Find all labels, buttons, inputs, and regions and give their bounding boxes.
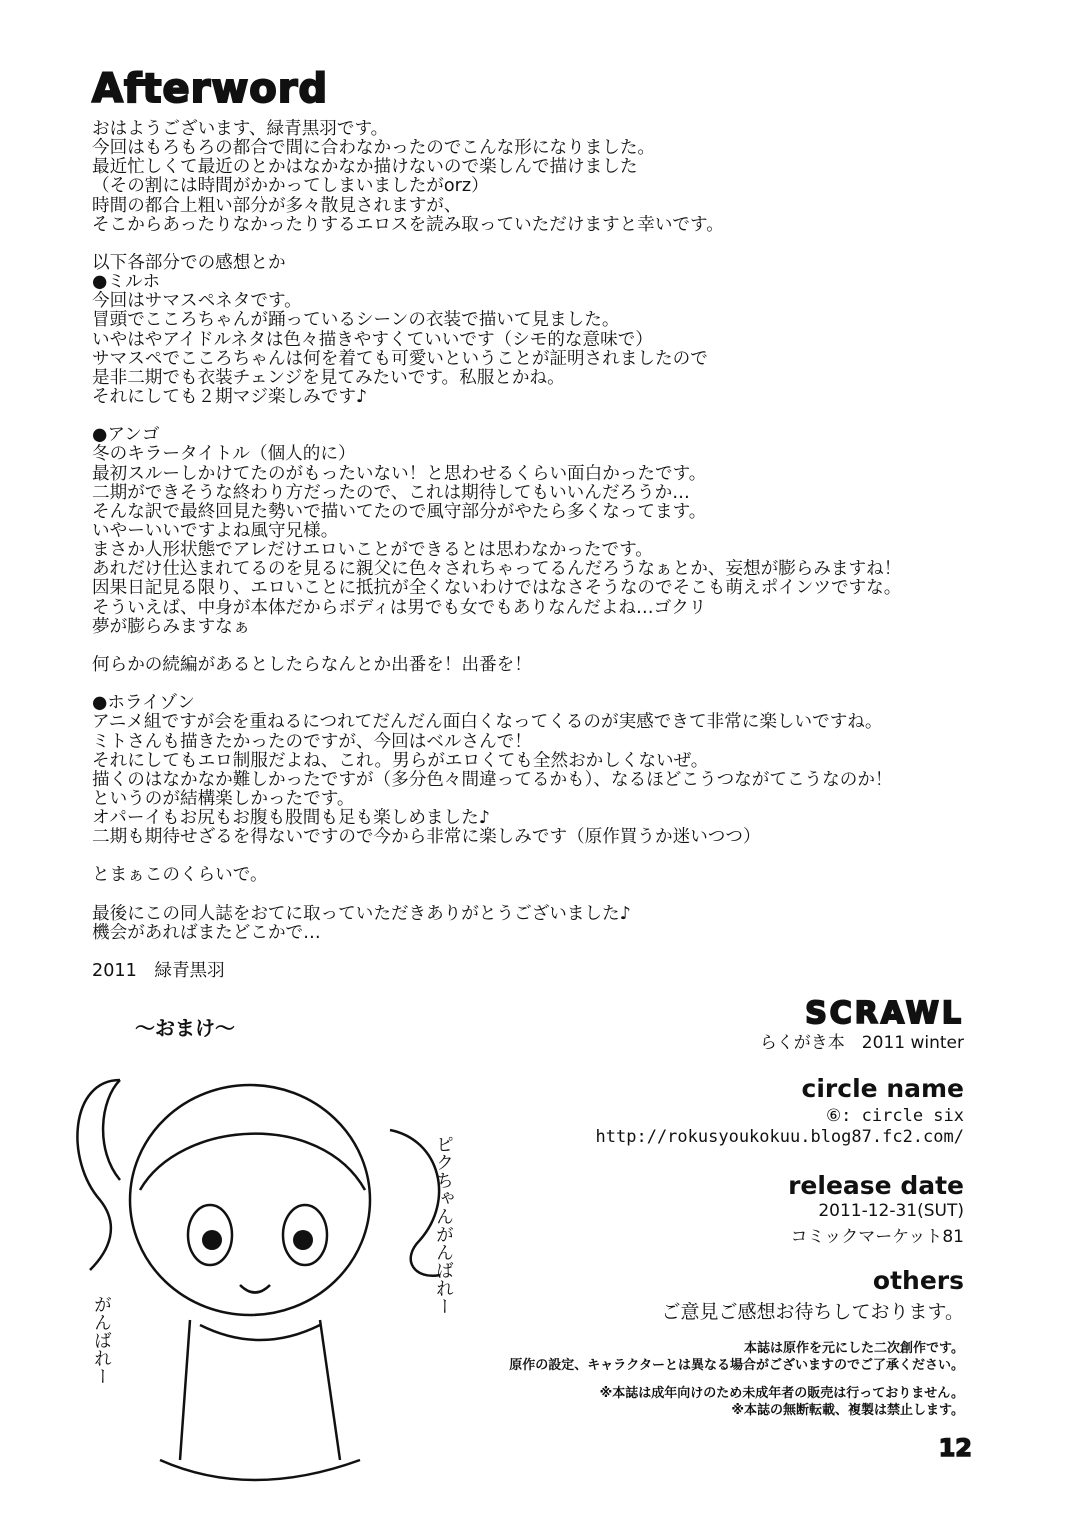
notice-line: 本誌は原作を元にした二次創作です。 [744,1341,964,1356]
body-line: アニメ組ですが会を重ねるにつれてだんだん面白くなってくるのが実感できて非常に楽しいですね。 [92,712,883,733]
body-line: 今回はサマスペネタです。 [92,291,302,312]
body-line: 冒頭でこころちゃんが踊っているシーンの衣装で描いて見ました。 [92,310,620,331]
circle-url: http://rokusyoukokuu.blog87.fc2.com/ [595,1127,964,1147]
body-line: 最近忙しくて最近のとかはなかなか描けないので楽しんで描けました [92,157,638,178]
event-name: コミックマーケット81 [790,1227,964,1247]
shout-text: がんばれー [91,1295,112,1385]
circle-heading: circle name [801,1074,964,1103]
body-line: 二期も期待せざるを得ないですので今から非常に楽しみです（原作買うか迷いつつ） [92,827,761,848]
body-line: 描くのはなかなか難しかったですが（多分色々間違ってるかも）、なるほどこうつながてこうなのか！ [92,769,893,790]
notice-line: 原作の設定、キャラクターとは異なる場合がございますのでご了承ください。 [509,1358,964,1373]
release-date: 2011-12-31(SUT) [818,1201,964,1221]
body-line: いやはやアイドルネタは色々描きやすくていいです（シモ的な意味で） [92,329,653,350]
notice-line: ※本誌は成年向けのため未成年者の販売は行っておりません。 [599,1386,964,1401]
body-line: いやーいいですよね風守兄様。 [92,520,339,541]
body-line: 冬のキラータイトル（個人的に） [92,444,356,465]
body-line: 最後にこの同人誌をおてに取っていただきありがとうございました♪ [92,903,631,924]
body-line: というのが結構楽しかったです。 [92,788,355,809]
body-line: 夢が膨らみますなぁ [92,616,251,637]
body-line: ●アンゴ [92,425,160,446]
body-line [92,235,901,254]
body-line: 時間の都合上粗い部分が多々散見されますが、 [92,195,462,216]
body-line: 今回はもろもろの都合で間に合わなかったのでこんな形になりました。 [92,138,656,159]
page-number: 12 [938,1434,972,1462]
others-text: ご意見ご感想お待ちしております。 [661,1301,964,1323]
body-line [92,675,901,694]
release-heading: release date [788,1171,964,1200]
omake-caption: 〜おまけ〜 [135,1016,235,1040]
body-line: 以下各部分での感想とか [92,252,286,273]
body-line: あれだけ仕込まれてるのを見るに親父に色々されちゃってるんだろうなぁとか、妄想が膨らみますね！ [92,559,902,580]
body-line: オパーイもお尻もお腹も股間も足も楽しめました♪ [92,808,490,829]
body-line [92,847,901,866]
body-line: 機会があればまたどこかで… [92,922,321,943]
afterword-body [92,120,901,981]
body-line: 因果日記見る限り、エロいことに抵抗が全くないわけではなさそうなのでそこも萌えポインツですな。 [92,578,902,599]
body-line: サマスペでこころちゃんは何を着ても可愛いということが証明されましたので [92,348,708,369]
others-heading: others [872,1266,964,1295]
body-line [92,407,901,426]
body-line: それにしてもエロ制服だよね、これ。男らがエロくても全然おかしくないぜ。 [92,750,709,771]
body-line: まさか人形状態でアレだけエロいことができるとは思わなかったです。 [92,540,653,561]
chibi-illustration [60,1040,490,1510]
body-line: そんな訳で最終回見た勢いで描いてたので風守部分がやたら多くなってます。 [92,501,707,522]
body-line: 最初スルーしかけてたのがもったいない！と思わせるくらい面白かったです。 [92,463,707,484]
body-line: そういえば、中身が本体だからボディは男でも女でもありなんだよね…ゴクリ [92,597,707,618]
body-line: ●ミルホ [92,272,161,293]
body-line: 2011 緑青黒羽 [92,961,225,982]
body-line: とまぁこのくらいで。 [92,865,268,886]
book-logo: SCRAWL [805,996,964,1031]
body-line: ミトさんも描きたかったのですが、今回はベルさんで！ [92,731,532,752]
body-line [92,886,901,905]
page-title: Afterword [92,66,329,112]
body-line: それにしても２期マジ楽しみです♪ [92,386,368,407]
shout-text: ピクちゃんがんばれー [433,1135,454,1315]
body-line [92,943,901,962]
body-line: 二期ができそうな終わり方だったので、これは期待してもいいんだろうか… [92,482,690,503]
notice-line: ※本誌の無断転載、複製は禁止します。 [731,1403,964,1418]
body-line: おはようございます、緑青黒羽です。 [92,119,389,139]
body-line [92,637,901,656]
body-line: 是非二期でも衣装チェンジを見てみたいです。私服とかね。 [92,367,565,388]
body-line: 何らかの続編があるとしたらなんとか出番を！出番を！ [92,654,532,675]
book-subtitle: らくがき本 2011 winter [759,1033,964,1053]
body-line: そこからあったりなかったりするエロスを読み取っていただけますと幸いです。 [92,214,724,235]
body-line: （その割には時間がかかってしまいましたがorz） [92,176,489,197]
body-line: ●ホライゾン [92,693,195,714]
circle-name: ⑥: circle six [825,1106,964,1126]
